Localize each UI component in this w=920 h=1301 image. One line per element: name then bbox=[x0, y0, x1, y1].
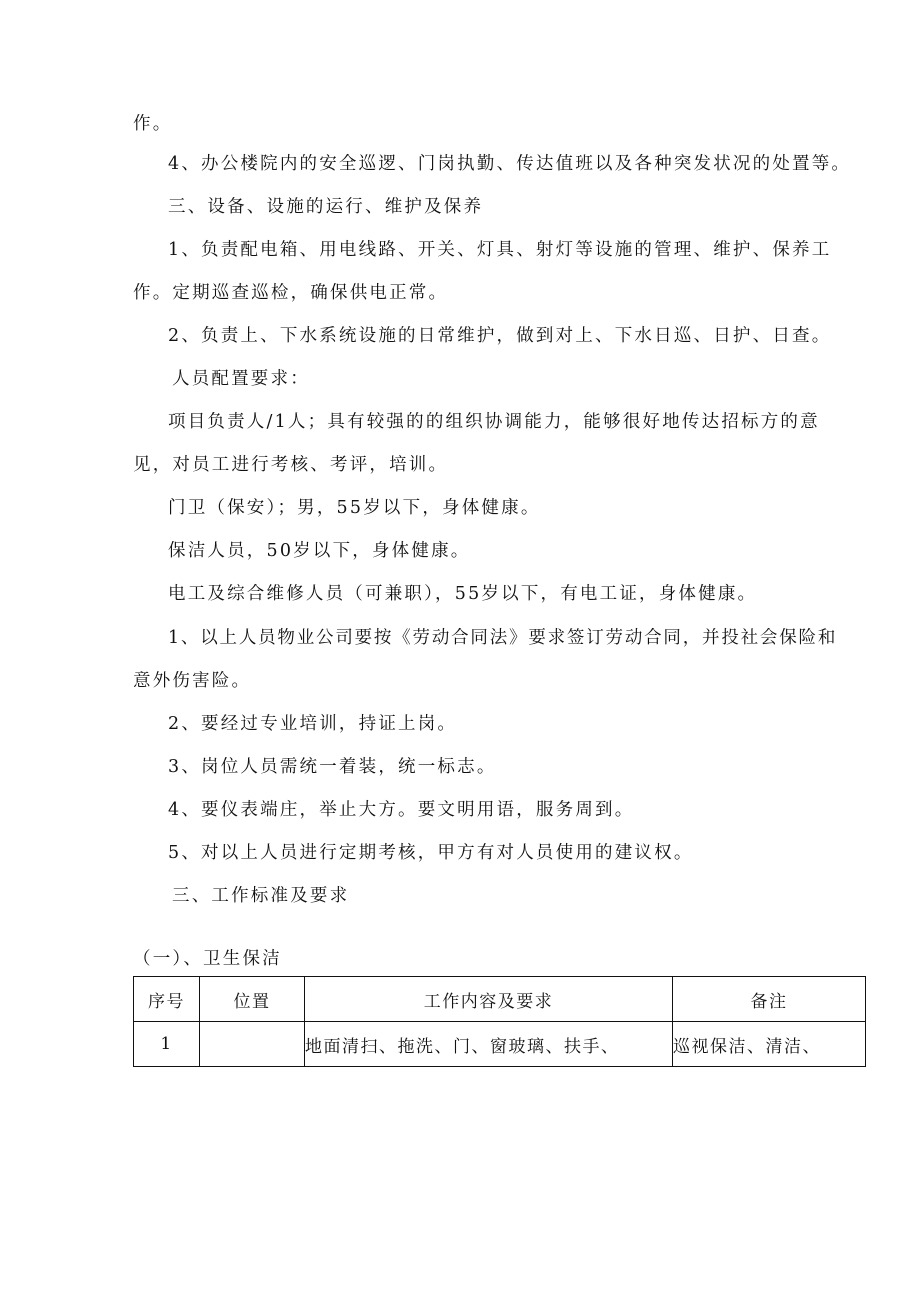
paragraph-line: 意外伤害险。 bbox=[133, 671, 252, 691]
section-heading: 三、设备、设施的运行、维护及保养 bbox=[168, 197, 484, 217]
cell-content: 地面清扫、拖洗、门、窗玻璃、扶手、 bbox=[305, 1022, 673, 1067]
header-cell-location: 位置 bbox=[200, 977, 305, 1022]
cell-notes: 巡视保洁、清洁、 bbox=[673, 1022, 866, 1067]
paragraph-line: 见，对员工进行考核、考评，培训。 bbox=[133, 455, 449, 475]
paragraph-line: 项目负责人/1人；具有较强的的组织协调能力，能够很好地传达招标方的意 bbox=[168, 412, 820, 432]
section-heading: 人员配置要求： bbox=[172, 369, 310, 389]
cell-location bbox=[200, 1022, 305, 1067]
table-header-row bbox=[134, 977, 866, 1022]
paragraph-line: 4、要仪表端庄，举止大方。要文明用语，服务周到。 bbox=[168, 800, 635, 820]
paragraph-line: 保洁人员，50岁以下，身体健康。 bbox=[168, 541, 471, 561]
paragraph-line: 2、负责上、下水系统设施的日常维护，做到对上、下水日巡、日护、日查。 bbox=[168, 326, 832, 346]
paragraph-line: 1、以上人员物业公司要按《劳动合同法》要求签订劳动合同，并投社会保险和 bbox=[168, 628, 838, 648]
cell-no: 1 bbox=[134, 1022, 200, 1067]
paragraph-line: 4、办公楼院内的安全巡逻、门岗执勤、传达值班以及各种突发状况的处置等。 bbox=[168, 154, 852, 174]
paragraph-line: 5、对以上人员进行定期考核，甲方有对人员使用的建议权。 bbox=[168, 843, 694, 863]
header-cell-content: 工作内容及要求 bbox=[305, 977, 673, 1022]
paragraph-line: 作。定期巡查巡检，确保供电正常。 bbox=[133, 283, 449, 303]
section-heading: 三、工作标准及要求 bbox=[172, 886, 350, 906]
table-row bbox=[134, 1022, 866, 1067]
paragraph-line: 2、要经过专业培训，持证上岗。 bbox=[168, 714, 458, 734]
paragraph-line: 3、岗位人员需统一着装，统一标志。 bbox=[168, 757, 497, 777]
paragraph-line: 1、负责配电箱、用电线路、开关、灯具、射灯等设施的管理、维护、保养工 bbox=[168, 240, 832, 260]
paragraph-line: 电工及综合维修人员（可兼职），55岁以下，有电工证，身体健康。 bbox=[168, 584, 758, 604]
paragraph-line: 作。 bbox=[133, 114, 173, 134]
paragraph-line: 门卫（保安）；男，55岁以下，身体健康。 bbox=[168, 498, 541, 518]
header-cell-no: 序号 bbox=[134, 977, 200, 1022]
table-section-title: （一）、卫生保洁 bbox=[133, 949, 282, 969]
header-cell-notes: 备注 bbox=[673, 977, 866, 1022]
cleaning-table bbox=[133, 976, 866, 1067]
